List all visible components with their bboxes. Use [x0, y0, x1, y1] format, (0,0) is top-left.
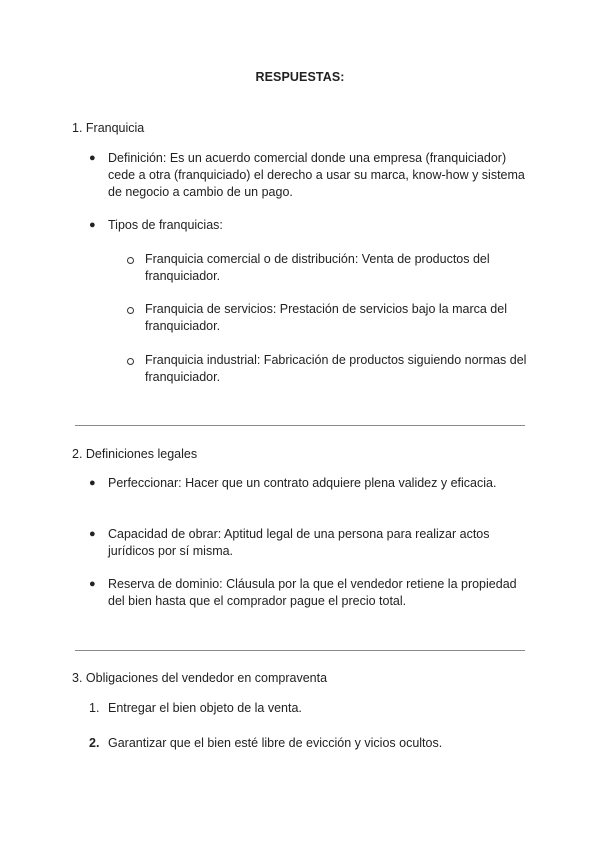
bullet-icon: ● — [89, 528, 96, 540]
type-text: Franquicia comercial o de distribución: Venta de productos del franquiciador. — [145, 252, 490, 283]
list-number: 2. — [89, 736, 100, 750]
obligation-text: Garantizar que el bien esté libre de evicción y vicios ocultos. — [108, 736, 443, 750]
section-heading-obligaciones: 3. Obligaciones del vendedor en compraventa — [72, 671, 328, 685]
list-item — [72, 475, 532, 492]
list-item — [110, 352, 530, 386]
list-item — [72, 576, 532, 610]
list-item — [72, 735, 532, 752]
bullet-icon: ● — [89, 477, 96, 489]
definition-text: Capacidad de obrar: Aptitud legal de una persona para realizar actos jurídicos por sí misma. — [108, 527, 490, 558]
type-text: Franquicia de servicios: Prestación de servicios bajo la marca del franquiciador. — [145, 302, 507, 333]
bullet-icon: ● — [89, 219, 96, 231]
obligation-text: Entregar el bien objeto de la venta. — [108, 701, 302, 715]
hollow-bullet-icon — [127, 358, 134, 365]
list-item — [72, 150, 532, 201]
section-divider — [75, 425, 525, 426]
types-label: Tipos de franquicias: — [108, 218, 223, 232]
franquicia-type-item-list — [110, 251, 530, 285]
section-heading-franquicia: 1. Franquicia — [72, 121, 145, 135]
list-item — [110, 301, 530, 335]
hollow-bullet-icon — [127, 257, 134, 264]
list-item — [72, 526, 532, 560]
section-divider — [75, 650, 525, 651]
obligaciones-list — [72, 735, 532, 752]
definiciones-list — [72, 526, 532, 560]
list-item — [72, 700, 532, 717]
obligaciones-list — [72, 700, 532, 717]
franquicia-type-item-list — [110, 301, 530, 335]
list-number: 1. — [89, 701, 100, 715]
franquicia-types-list — [72, 217, 532, 234]
definition-text: Reserva de dominio: Cláusula por la que el vendedor retiene la propiedad del bien hasta que el comprador pague el precio total. — [108, 577, 517, 608]
hollow-bullet-icon — [127, 307, 134, 314]
franquicia-type-item-list — [110, 352, 530, 386]
type-text: Franquicia industrial: Fabricación de productos siguiendo normas del franquiciador. — [145, 353, 527, 384]
list-item — [110, 251, 530, 285]
list-item — [72, 217, 532, 234]
bullet-icon: ● — [89, 578, 96, 590]
page-title: RESPUESTAS: — [255, 70, 345, 84]
definiciones-list — [72, 576, 532, 610]
bullet-icon: ● — [89, 152, 96, 164]
definition-text: Perfeccionar: Hacer que un contrato adquiere plena validez y eficacia. — [108, 476, 497, 490]
section-heading-definiciones: 2. Definiciones legales — [72, 447, 198, 461]
franquicia-definition-list — [72, 150, 532, 201]
definiciones-list — [72, 475, 532, 492]
definition-text: Definición: Es un acuerdo comercial donde una empresa (franquiciador) cede a otra (franquiciado) el derecho a usar su marca, know-how y sistema de negocio a cambio de un pago. — [108, 151, 525, 199]
